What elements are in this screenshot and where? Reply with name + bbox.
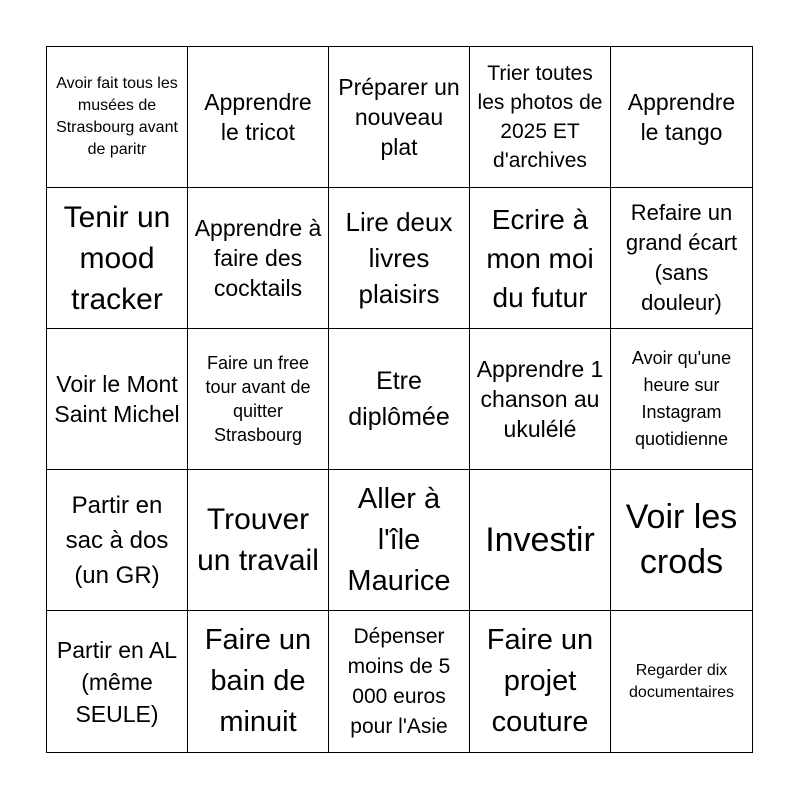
bingo-cell[interactable] xyxy=(470,188,611,329)
cell-text: Faire un bain de minuit xyxy=(204,624,312,738)
cell-text: Ecrire à mon moi du futur xyxy=(486,203,594,313)
cell-text: Regarder dix documentaires xyxy=(629,661,734,701)
cell-text: Faire un projet couture xyxy=(486,624,594,738)
cell-text: Lire deux livres plaisirs xyxy=(345,207,453,309)
cell-text: Aller à l'île Maurice xyxy=(347,482,451,597)
bingo-cell[interactable] xyxy=(47,329,188,470)
bingo-cell[interactable] xyxy=(329,47,470,188)
bingo-cell[interactable] xyxy=(47,188,188,329)
cell-text: Trier toutes les photos de 2025 ET d'archives xyxy=(477,62,603,172)
cell-text: Avoir fait tous les musées de Strasbourg avant de paritr xyxy=(56,75,178,158)
cell-text: Faire un free tour avant de quitter Strasbourg xyxy=(205,353,311,445)
cell-text: Etre diplômée xyxy=(348,367,450,431)
bingo-cell[interactable] xyxy=(188,611,329,752)
bingo-cell[interactable] xyxy=(470,329,611,470)
bingo-cell[interactable] xyxy=(470,47,611,188)
cell-text: Apprendre le tango xyxy=(627,89,736,145)
cell-text: Apprendre à faire des cocktails xyxy=(194,215,322,301)
cell-text: Refaire un grand écart (sans douleur) xyxy=(625,200,738,315)
cell-text: Investir xyxy=(485,520,595,559)
bingo-cell[interactable] xyxy=(611,47,752,188)
bingo-cell[interactable] xyxy=(611,611,752,752)
cell-text: Voir le Mont Saint Michel xyxy=(54,371,180,427)
bingo-cell[interactable] xyxy=(188,188,329,329)
cell-text: Voir les crods xyxy=(625,498,738,581)
bingo-cell[interactable] xyxy=(329,329,470,470)
bingo-cell[interactable] xyxy=(470,611,611,752)
cell-text: Apprendre 1 chanson au ukulélé xyxy=(476,356,604,442)
bingo-cell[interactable] xyxy=(470,470,611,611)
bingo-cell[interactable] xyxy=(188,329,329,470)
bingo-cell[interactable] xyxy=(188,47,329,188)
bingo-cell[interactable] xyxy=(329,611,470,752)
bingo-cell[interactable] xyxy=(611,188,752,329)
bingo-board xyxy=(46,46,753,753)
bingo-cell[interactable] xyxy=(47,611,188,752)
bingo-cell[interactable] xyxy=(47,47,188,188)
cell-text: Préparer un nouveau plat xyxy=(338,74,460,160)
cell-text: Avoir qu'une heure sur Instagram quotidienne xyxy=(631,348,732,449)
cell-text: Dépenser moins de 5 000 euros pour l'Asie xyxy=(347,624,451,738)
bingo-cell[interactable] xyxy=(47,470,188,611)
bingo-cell[interactable] xyxy=(611,329,752,470)
bingo-cell[interactable] xyxy=(329,470,470,611)
cell-text: Apprendre le tricot xyxy=(204,89,312,145)
bingo-cell[interactable] xyxy=(611,470,752,611)
cell-text: Tenir un mood tracker xyxy=(63,200,171,316)
cell-text: Partir en sac à dos (un GR) xyxy=(65,491,169,589)
cell-text: Partir en AL (même SEULE) xyxy=(56,636,178,727)
bingo-cell[interactable] xyxy=(329,188,470,329)
bingo-cell[interactable] xyxy=(188,470,329,611)
cell-text: Trouver un travail xyxy=(197,503,319,577)
